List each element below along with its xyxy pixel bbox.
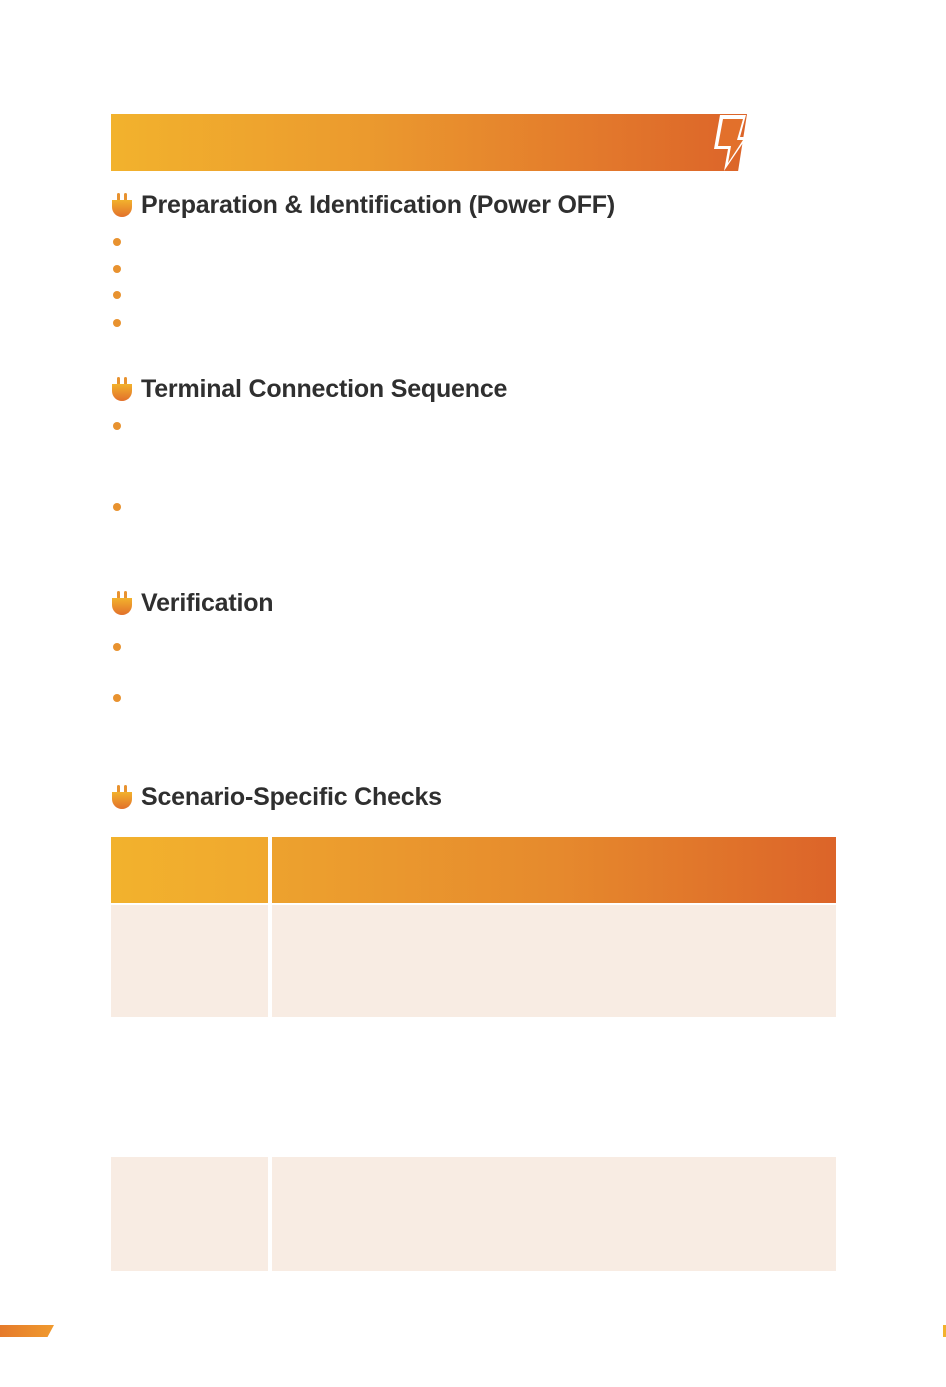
section-title-text: Preparation & Identification (Power OFF): [141, 190, 615, 219]
list-bullet: [113, 291, 121, 299]
table-cell: [272, 1019, 836, 1155]
table-cell: [111, 1157, 268, 1271]
table-cell: [111, 1019, 268, 1155]
plug-icon: [111, 591, 133, 615]
table-cell-text: [272, 1019, 836, 1043]
list-bullet: [113, 319, 121, 327]
table-cell-text: [272, 905, 836, 929]
plug-icon: [111, 193, 133, 217]
section-title-text: Terminal Connection Sequence: [141, 374, 508, 403]
header-banner: [111, 114, 747, 171]
plug-icon: [111, 377, 133, 401]
table-cell-text: [111, 1157, 268, 1181]
section-title-verification: [111, 588, 273, 618]
section-title-text: Scenario-Specific Checks: [141, 782, 442, 811]
lightning-bolt-icon: [706, 115, 748, 171]
section-title-text: Verification: [141, 588, 274, 617]
table-cell: [272, 905, 836, 1017]
table-header-cell: [111, 837, 268, 903]
list-bullet: [113, 238, 121, 246]
table-header-label: [111, 837, 268, 861]
list-bullet: [113, 422, 121, 430]
table-cell: [272, 1157, 836, 1271]
footer-accent-tab: [0, 1325, 54, 1337]
plug-icon: [111, 785, 133, 809]
table-cell-text: [111, 1019, 268, 1043]
table-header-cell: [272, 837, 836, 903]
list-bullet: [113, 643, 121, 651]
list-bullet: [113, 694, 121, 702]
table-header-label: [272, 837, 836, 861]
section-title-scenario: [111, 782, 442, 812]
table-cell: [111, 905, 268, 1017]
section-title-terminal: [111, 374, 507, 404]
list-bullet: [113, 503, 121, 511]
table-cell-text: [111, 905, 268, 929]
section-title-preparation: [111, 190, 615, 220]
list-bullet: [113, 265, 121, 273]
table-cell-text: [272, 1157, 836, 1181]
